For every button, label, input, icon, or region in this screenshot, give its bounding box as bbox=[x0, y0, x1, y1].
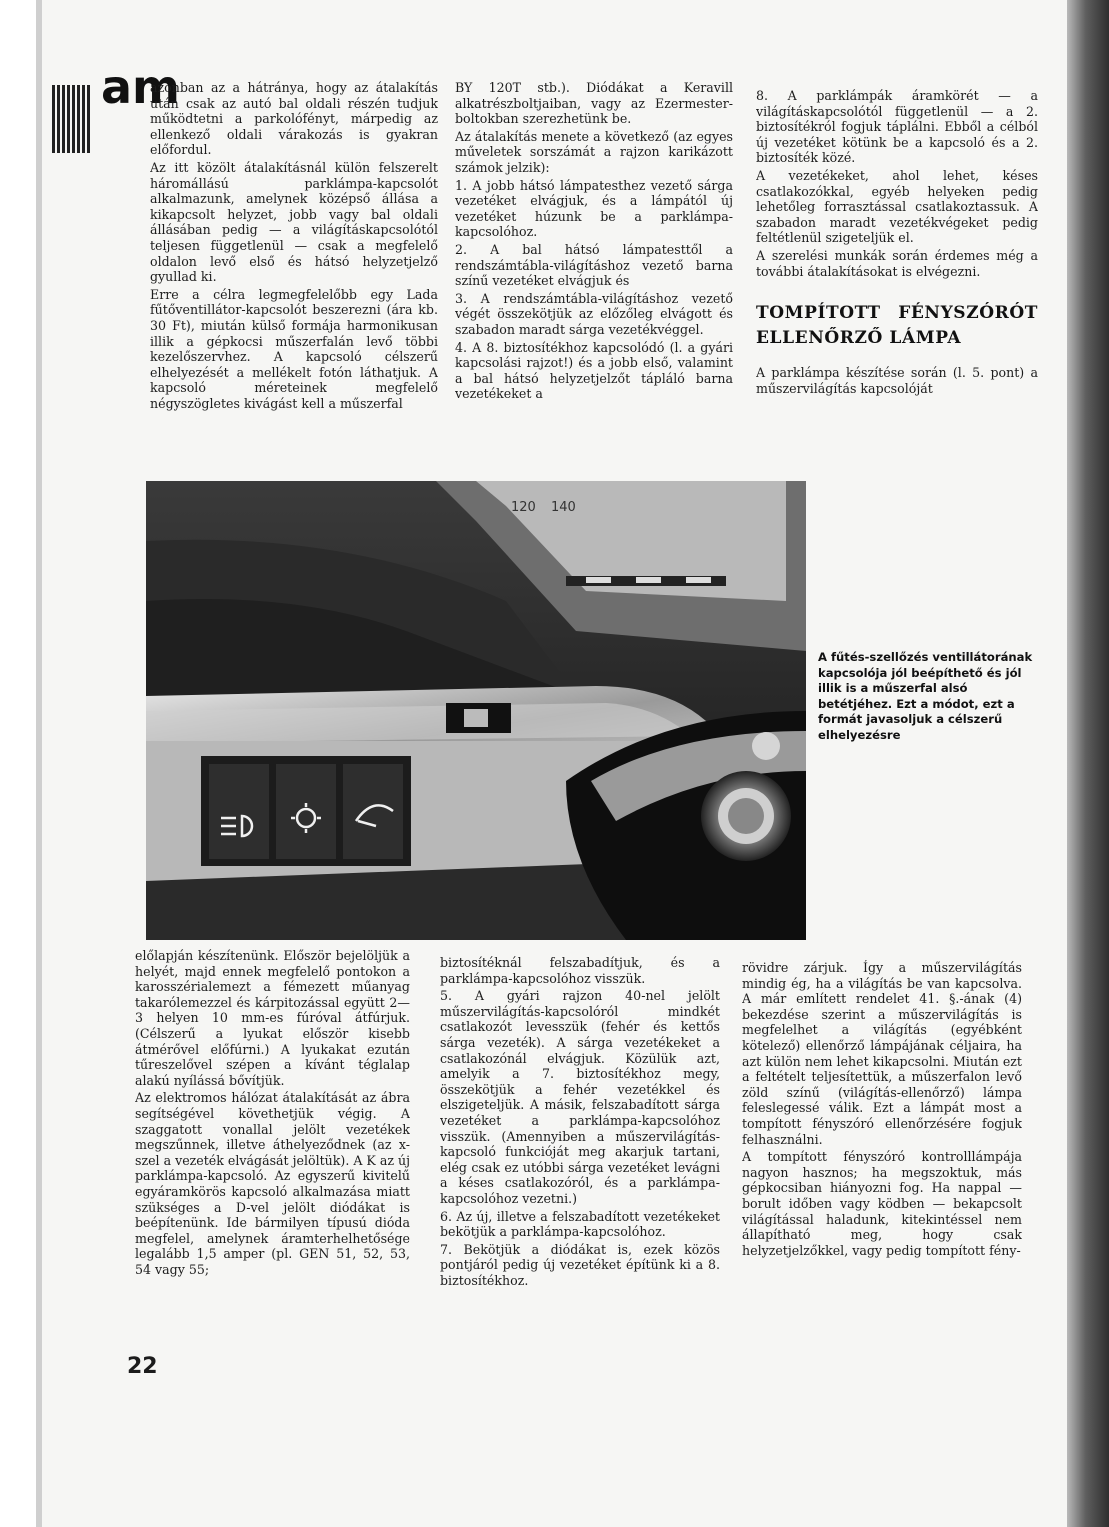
paragraph: A szerelési munkák során érdemes még a további átalakításokat is elvégezni. bbox=[756, 247, 1038, 279]
paragraph: Erre a célra legmegfelelőbb egy Lada fűtőventillátor-kapcsolót beszerezni (ára kb. 30 Ft), miután külső formája harmonikusan illik a gépkocsi műszerfalán levő többi kezelőszervhez. A kapcsoló célszerű elhelyezését a mellékelt fotón láthatjuk. A kapcsoló méreteinek megfelelő négyszögletes kivágást kell a műszerfal bbox=[150, 286, 438, 411]
photo-caption: A fűtés-szellőzés ventillátorának kapcsolója jól beépíthető és jól illik is a műszerfal alsó betétjéhez. Ezt a módot, ezt a formát javasoljuk a célszerű elhelyezésre bbox=[818, 650, 1033, 742]
gauge-label: 120 bbox=[511, 500, 536, 515]
paragraph: biztosítéknál felszabadítjuk, és a parklámpa-kapcsolóhoz visszük. bbox=[440, 955, 720, 986]
paragraph: Az itt közölt átalakításnál külön felszerelt háromállású parklámpa-kapcsolót alkalmazunk, amelynek középső állása a kikapcsolt helyzet, jobb vagy bal oldali állásában pedig — a világításkapcsolótól teljesen függetlenül — csak a megfelelő oldalon levő első és hátsó helyzetjelző gyullad ki. bbox=[150, 159, 438, 285]
article-column-5 bbox=[440, 955, 720, 1360]
page-spine-shadow bbox=[1067, 0, 1109, 1527]
paragraph: Az elektromos hálózat átalakítását az ábra segítségével követhetjük végig. A szaggatott vonallal jelölt vezetékek megszűnnek, illetve áthelyeződnek (az x-szel a vezeték elvágását jelöltük). A K az új parklámpa-kapcsoló. Az egyszerű kivitelű egyáramkörös kapcsoló alkalmazása miatt szükséges a D-vel jelölt diódákat is beépítenünk. Ide bármilyen típusú dióda megfelel, amelynek áramterhelhetősége legalább 1,5 amper (pl. GEN 51, 52, 53, 54 vagy 55; bbox=[135, 1090, 410, 1277]
paragraph: 1. A jobb hátsó lámpatesthez vezető sárga vezetéket elvágjuk, és a lámpától új vezetéket húzunk be a parklámpa-kapcsolóhoz. bbox=[455, 177, 733, 240]
article-column-2 bbox=[455, 80, 733, 480]
dashboard-photo-illustration bbox=[146, 481, 806, 940]
paragraph: 3. A rendszámtábla-világításhoz vezető végét összekötjük az előzőleg elvágott és szabadon maradt sárga vezetékvéggel. bbox=[455, 290, 733, 337]
page-number: 22 bbox=[127, 1354, 158, 1379]
paragraph: előlapján készítenünk. Először bejelöljük a helyét, majd ennek megfelelő pontokon a karosszérialemezt a fémezett műanyag takarólemezzel és kárpitozással együtt 2—3 helyen 10 mm-es fúróval átfúrjuk. (Célszerű a lyukat először kisebb átmérővel előfúrni.) A lyukakat ezután tűreszelővel szépen a kívánt téglalap alakú nyílássá bővítjük. bbox=[135, 948, 410, 1088]
paragraph: Az átalakítás menete a következő (az egyes műveletek sorszámát a rajzon karikázott számok jelzik): bbox=[455, 128, 733, 175]
paragraph: A vezetékeket, ahol lehet, késes csatlakozókkal, egyéb helyeken pedig lehetőleg forrasztással csatlakoztassuk. A szabadon maradt vezetékvégeket pedig feltétlenül szigeteljük el. bbox=[756, 167, 1038, 246]
dashboard-photo bbox=[146, 481, 806, 940]
article-column-1 bbox=[150, 80, 438, 480]
article-column-3 bbox=[756, 88, 1038, 480]
section-heading: TOMPÍTOTT FÉNYSZÓRÓT ELLENŐRZŐ LÁMPA bbox=[756, 303, 1038, 349]
paragraph: A tompított fényszóró kontrolllámpája nagyon hasznos; ha megszoktuk, más gépkocsiban hiányozni fog. Ha nappal — borult időben vagy ködben — bekapcsolt világítással haladunk, kitekintéssel nem állapítható meg, hogy csak helyzetjelzőkkel, vagy pedig tompított fény- bbox=[742, 1149, 1022, 1258]
decorative-stripes bbox=[52, 85, 92, 153]
article-column-6 bbox=[742, 960, 1022, 1360]
paragraph: 8. A parklámpák áramkörét — a világításkapcsolótól függetlenül — a 2. biztosítékról fogjuk táplálni. Ebből a célból új vezetéket kötünk be a kapcsoló és a 2. biztosíték közé. bbox=[756, 88, 1038, 166]
paragraph: BY 120T stb.). Diódákat a Keravill alkatrészboltjaiban, vagy az Ezermester-boltokban szerezhetünk be. bbox=[455, 80, 733, 127]
paragraph: A parklámpa készítése során (l. 5. pont) a műszervilágítás kapcsolóját bbox=[756, 365, 1038, 396]
paragraph: azonban az a hátránya, hogy az átalakítás után csak az autó bal oldali részén tudjuk működtetni a parkolófényt, márpedig az ellenkező oldali várakozás is gyakran előfordul. bbox=[150, 80, 438, 158]
paragraph: 6. Az új, illetve a felszabadított vezetékeket bekötjük a parklámpa-kapcsolóhoz. bbox=[440, 1208, 720, 1240]
paragraph: 4. A 8. biztosítékhoz kapcsolódó (l. a gyári kapcsolási rajzot!) és a jobb első, valamint a bal hátsó helyzetjelzőt tápláló barna vezetékeket a bbox=[455, 339, 733, 402]
paragraph: rövidre zárjuk. Így a műszervilágítás mindig ég, ha a világítás be van kapcsolva. A már említett rendelet 41. §.-ának (4) bekezdése szerint a műszervilágítás is megfelelhet a világítás (egyébként kötelező) ellenőrző lámpájának céljaira, ha azt külön nem lehet kikapcsolni. Miután ezt a feltételt teljesítettük, a műszerfalon levő zöld színű (világítás-ellenőrző) lámpa feleslegessé válik. Ezt a lámpát most a tompított fényszóró ellenőrzésére fogjuk felhasználni. bbox=[742, 960, 1022, 1147]
paragraph: 2. A bal hátsó lámpatesttől a rendszámtábla-világításhoz vezető barna színű vezetéket elvágjuk és bbox=[455, 241, 733, 289]
gauge-label: 140 bbox=[551, 500, 576, 515]
article-column-4 bbox=[135, 948, 410, 1358]
paragraph: 5. A gyári rajzon 40-nel jelölt műszervilágítás-kapcsolóról mindkét csatlakozót levesszük (fehér és kettős sárga vezeték). A sárga vezetékeket a csatlakozónál elvágjuk. Közülük azt, amelyik a 7. biztosítékhoz megy, összekötjük a fehér vezetékkel és elszigeteljük. A másik, felszabadított sárga vezetéket a parklámpa-kapcsolóhoz visszük. (Amennyiben a műszervilágítás-kapcsoló funkcióját meg akarjuk tartani, elég csak ez utóbbi sárga vezetéket levágni a késes csatlakozóról, és a parklámpa-kapcsolóhoz vezetni.) bbox=[440, 988, 720, 1206]
paragraph: 7. Bekötjük a diódákat is, ezek közös pontjáról pedig új vezetéket építünk ki a 8. biztosítékhoz. bbox=[440, 1241, 720, 1288]
drop-initials: am bbox=[101, 60, 180, 114]
